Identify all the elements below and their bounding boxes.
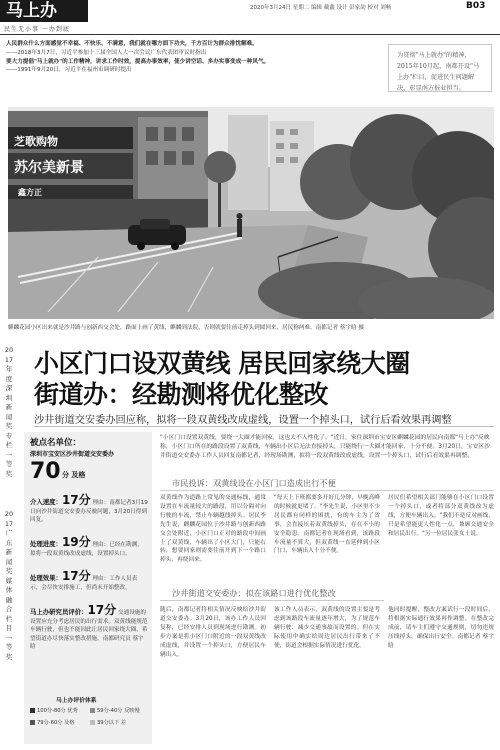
rating-legend-item: 39分以下 差 bbox=[90, 719, 126, 726]
article-column: 居民们希望相关部门能够在小区门口设置一个掉头口，或者将部分双黄线改为虚线，方便车辆出入。"我们不是反对画线，只是希望能更人性化一点，兼顾交通安全和居民出行。"另一位居民张女士说。 bbox=[388, 495, 494, 537]
score-item: 处理效果：17分 理由：工作人员表示，会尽快安排施工，但尚未开始整改。 bbox=[30, 569, 138, 591]
award-label-1: 2017年度深圳新闻奖专栏一等奖 bbox=[4, 346, 14, 478]
column-intro-box bbox=[388, 44, 492, 92]
score-target-unit: 深圳市宝安区沙井街道交安委办 bbox=[30, 451, 115, 458]
callout-line: 2015年10月起，南都开设"马 bbox=[397, 63, 480, 70]
store-sign-bottom: 鑫方正 bbox=[18, 188, 42, 197]
headline-line-1: 小区门口设双黄线 居民回家绕大圈 bbox=[34, 349, 410, 378]
headline-divider bbox=[34, 426, 494, 427]
store-sign-mid: 苏尔美新景 bbox=[14, 160, 84, 176]
quote-lead-2: 要大力提倡"马上就办"的工作精神，讲求工作时效，提高办事效率，使少讲空话、多办实事变成一种风气。 bbox=[6, 58, 270, 65]
score-item: 处理进度：19分 理由：已经在勘测，拟将一段双黄线改成虚线，设置掉头口。 bbox=[30, 535, 143, 557]
score-item-points: 19分 bbox=[61, 535, 91, 549]
article-column: 他同时提醒，整改方案试行一段时间后，将根据实际通行效果再作调整。在整改完成前，请车主们遵守交通规则，切勿违规压线掉头，确保出行安全。南都记者 蔡宇晗 bbox=[388, 607, 494, 649]
page-number: B03 bbox=[466, 1, 486, 11]
lead-paragraph: "小区门口设置双黄线，要绕一大圈才能回家，这也太不人性化了。"近日，家住深圳市宝安区麒麟花园的居民向南都"马上办"反映称，小区门口所在的路段设置了双黄线，车辆出小区后无法直接掉头，只能绕行一大圈才能回家，十分不便。3月20日，宝安区沙井街道交安委办工作人员回复南都记者，经现场勘测，拟将一段双黄线改成虚线，设置一个掉头口，试行后看效果再调整。 bbox=[160, 435, 490, 459]
rating-legend-item: 59分-40分 反映慢 bbox=[90, 707, 140, 714]
score-item: 马上办研究员评价：17分 交通设施的设置应充分考虑居民的出行需求。双黄线能规范车辆行驶，但也不能因此让居民回家绕大圈，希望街道办尽快落实整改措施。南都研究员 蔡宇晗 bbox=[30, 603, 148, 651]
score-item-points: 17分 bbox=[61, 569, 91, 583]
legend-swatch bbox=[30, 720, 35, 725]
rating-legend-item: 79分-60分 及格 bbox=[30, 719, 74, 726]
award-label-2: 2017广东新闻奖媒体融合栏目一等奖 bbox=[4, 510, 14, 661]
article-column: 双黄线作为道路上常见的交通标线，通常设置在车流量较大的路段，用以分隔对向行驶的车流，禁止车辆越线掉头。居民李先生说，麒麟花园位于沙井路与创新西路交会处附近，小区门口正对的路段中间画上了双黄线，车辆出了小区大门，只能右转，想要回家则需要往前开到下一个路口掉头，再绕回来。 bbox=[160, 495, 266, 564]
score-item-points: 17分 bbox=[61, 493, 91, 507]
callout-line: 为贯彻"马上就办"的精神， bbox=[397, 52, 471, 59]
score-item-note: 理由：南都记者3月19日向沙井街道交安委办反映问题，3月20日得到回复。 bbox=[30, 500, 148, 524]
score-unit: 分 及格 bbox=[62, 471, 86, 479]
street-scene-illustration bbox=[8, 107, 494, 319]
header-meta: 2020年3月24日 星期二 编辑 戴鑫 设计 彭家劼 校对 刘畅 bbox=[250, 5, 392, 11]
rating-legend-item: 100分-80分 优秀 bbox=[30, 707, 78, 714]
photo-caption: 麒麟花园小区出来就是沙井路与创新西交会处，路面上画了黄线，麒麟到法院，否则就要往前走掉头到圆回来，居民称两难。南都记者 蔡宇晗 摄 bbox=[8, 325, 364, 331]
section-rule bbox=[160, 600, 384, 601]
brand-slogan: 民生无小事 一办到底 bbox=[4, 26, 70, 33]
callout-line: 决，彰显南方报业担当。 bbox=[397, 85, 466, 92]
quote-source-1: ——2018年3月7日，习近平参加十三届全国人大一次会议广东代表团审议时指出 bbox=[6, 49, 207, 56]
score-item: 介入速度：17分 理由：南都记者3月19日向沙井街道交安委办反映问题，3月20日得到回复。 bbox=[30, 493, 148, 524]
quote-lead-1: 人民群众什么方面感觉不幸福、不快乐、不满意，我们就在哪方面下功夫，千方百计为群众排忧解难。 bbox=[6, 41, 258, 47]
legend-swatch bbox=[30, 708, 35, 713]
store-sign-top: 芝歌购物 bbox=[14, 135, 58, 148]
headline-line-2: 街道办：经勘测将优化整改 bbox=[34, 380, 329, 409]
article-column: 该工作人员表示，双黄线的设置主要是考虑到该路段车流量逐年增大，为了规范车辆行驶、减少交通事故而设置的。但在实际使用中确实给周边居民出行带来了不便，街道会根据实际情况进行优化。 bbox=[274, 607, 380, 649]
score-item-note: 理由：工作人员表示，会尽快安排施工，但尚未开始整改。 bbox=[30, 576, 138, 591]
section-rule bbox=[160, 490, 494, 491]
section-heading: 沙井街道交安委办：拟在该路口进行优化整改 bbox=[172, 588, 336, 598]
brand-logo bbox=[0, 0, 88, 22]
score-item-points: 17分 bbox=[87, 603, 117, 617]
article-column: 随后，南都记者将相关情况反映给沙井街道交安委办。3月20日，该办工作人员回复称，已经安排人员到现场进行勘测。初步方案是将小区门口附近的一段双黄线改成虚线，并设置一个掉头口，方便居民车辆出入。 bbox=[160, 607, 266, 658]
callout-line: 上办"栏目，促进民生问题解 bbox=[397, 74, 475, 81]
score-title: 被点名单位： bbox=[30, 438, 82, 448]
subheadline: 沙井街道交安委办回应称，拟将一段双黄线改成虚线，设置一个掉头口，试行后看效果再调整 bbox=[34, 415, 452, 426]
quote-block bbox=[6, 40, 378, 75]
legend-swatch bbox=[90, 720, 95, 725]
brand-name: 马上办 bbox=[6, 1, 57, 21]
header-divider bbox=[0, 34, 500, 35]
legend-swatch bbox=[90, 708, 95, 713]
score-points: 70 bbox=[30, 459, 61, 484]
score-item-note: 理由：已经在勘测，拟将一段双黄线改成虚线，设置掉头口。 bbox=[30, 542, 143, 557]
street-photo bbox=[8, 107, 494, 319]
quote-source-2: ——1991年9月20日，习近平在福州市调研时提出 bbox=[6, 67, 132, 74]
section-heading: 市民投诉：双黄线设在小区门口造成出行不便 bbox=[172, 478, 336, 488]
rating-system-title: 马上办评价体系 bbox=[56, 698, 97, 704]
article-column: "每天上下班都要多开好几分钟，早晚高峰的时候就更堵了。"李先生说，小区里不少居民都有同样的困扰，有的车主为了省事，会直接压着双黄线掉头，存在不小的安全隐患。南都记者在现场看到，该路段车流量不算大，但双黄线一直延伸到小区门口，车辆出入十分不便。 bbox=[274, 495, 380, 555]
score-item-note: 交通设施的设置应充分考虑居民的出行需求。双黄线能规范车辆行驶，但也不能因此让居民回家绕大圈，希望街道办尽快落实整改措施。南都研究员 蔡宇晗 bbox=[30, 610, 148, 651]
